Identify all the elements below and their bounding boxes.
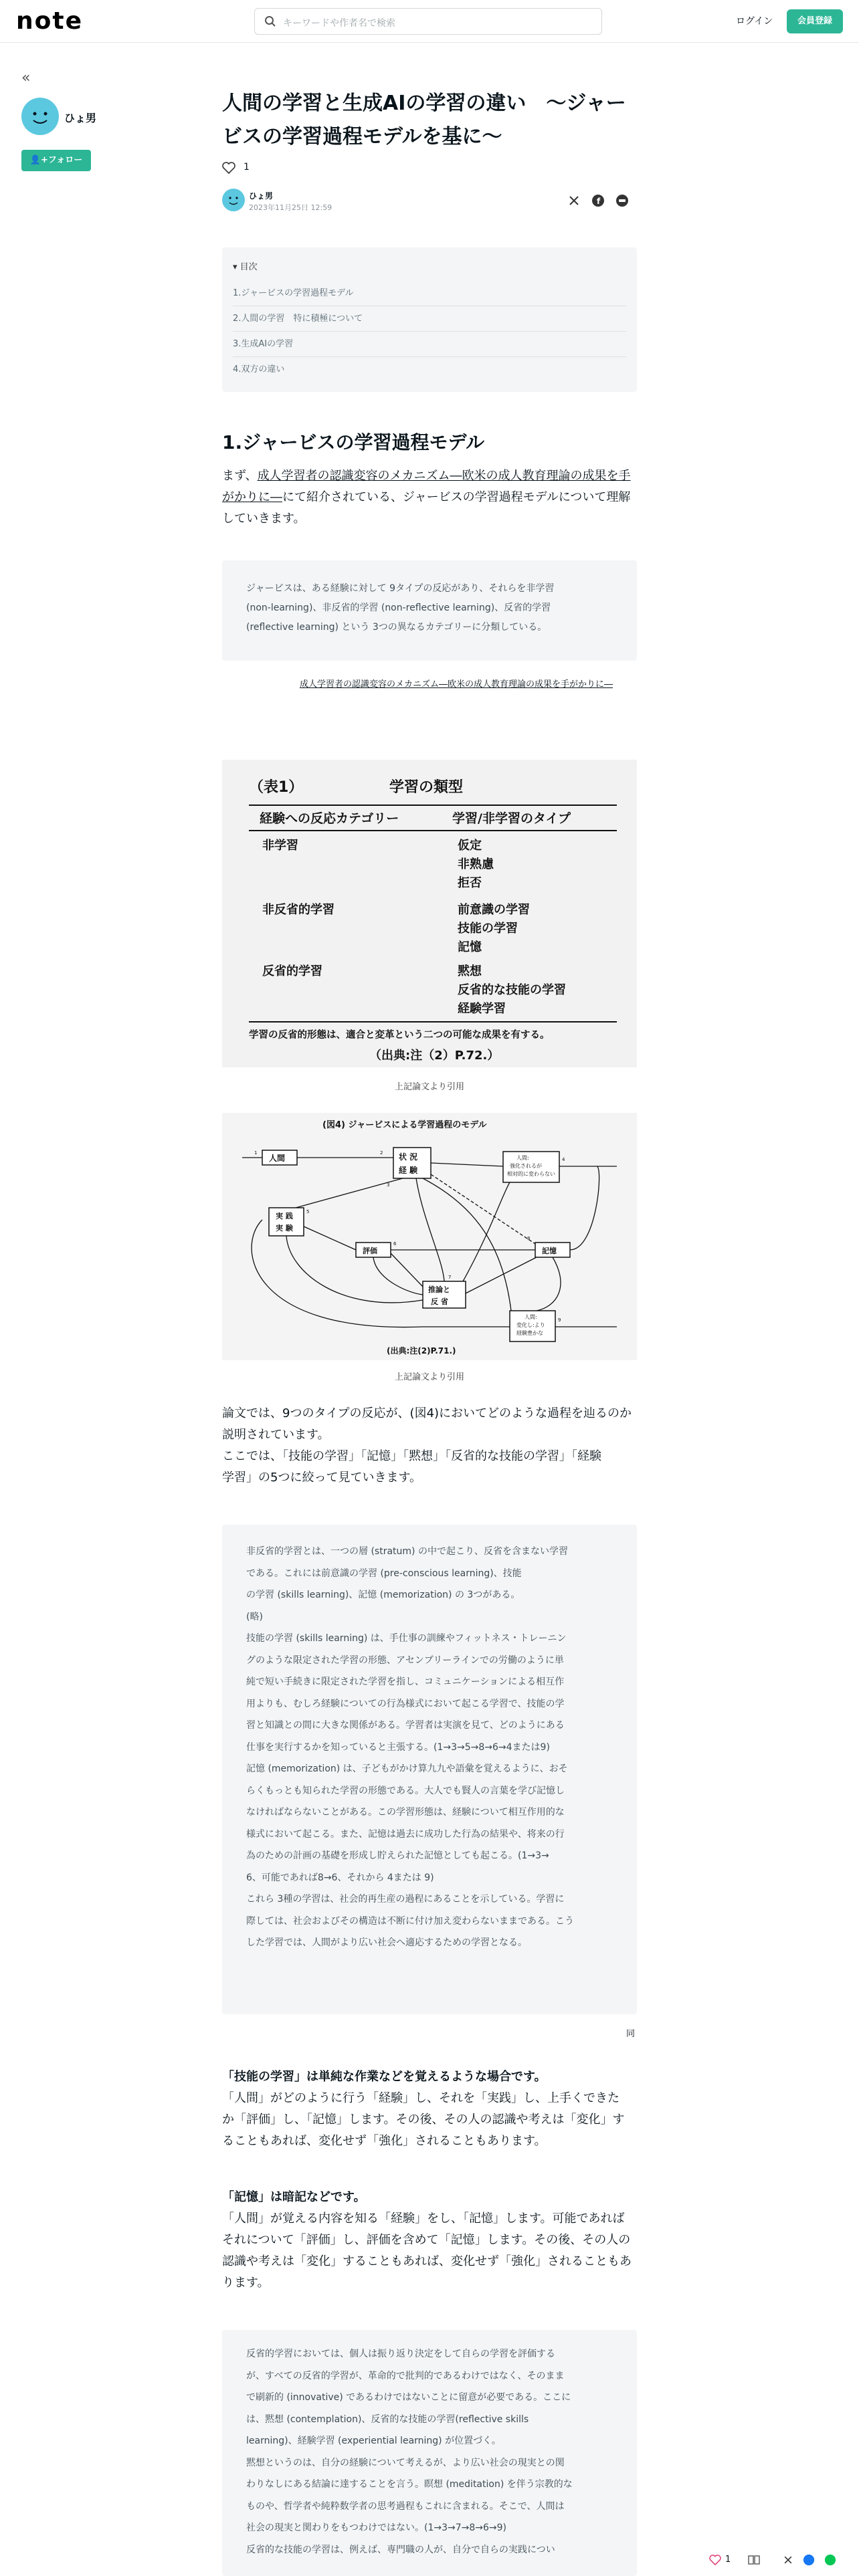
quote-citation: 同: [626, 2029, 636, 2039]
figure4-num: 8: [527, 1236, 531, 1241]
follow-button[interactable]: [21, 150, 91, 171]
collapse-sidebar-icon[interactable]: «: [21, 70, 31, 86]
node-evaluation: 評価: [363, 1247, 377, 1255]
table1-type: 反省的な技能の学習: [458, 983, 566, 997]
figure-caption: 上記論文より引用: [394, 1082, 464, 1092]
meta-avatar[interactable]: [222, 189, 245, 211]
node-reasoning: 推論と: [428, 1285, 450, 1294]
table1-type: 経験学習: [458, 1002, 506, 1016]
table1-source: （出典:注（2）P.72.）: [369, 1049, 500, 1063]
search-icon: [264, 15, 276, 27]
table1-image: [222, 760, 637, 1067]
meta-author-name[interactable]: ひょ男: [249, 191, 274, 201]
search-box[interactable]: [254, 8, 602, 35]
table-of-contents: [222, 247, 637, 392]
toc-item[interactable]: 4.双方の違い: [233, 364, 285, 374]
table1-type: 前意識の学習: [458, 903, 530, 917]
author-avatar[interactable]: [21, 98, 59, 135]
figure4-svg: [222, 1113, 637, 1360]
figure4-num: 3: [387, 1182, 390, 1188]
figure4-num: 4: [562, 1157, 565, 1162]
toc-heading[interactable]: ▾ 目次: [233, 262, 258, 272]
node-person: 人間: [269, 1154, 286, 1163]
blockquote: [222, 560, 637, 661]
like-count: 1: [244, 162, 250, 173]
like-count: 1: [725, 2555, 731, 2565]
facebook-share-icon[interactable]: [803, 2554, 815, 2566]
figure-caption: 上記論文より引用: [394, 1372, 464, 1382]
figure4-num: 6: [393, 1241, 397, 1247]
figure4-title: (図4) ジャービスによる学習過程のモデル: [322, 1120, 487, 1130]
figure4-num: 9: [558, 1317, 561, 1323]
note-logo[interactable]: note: [16, 7, 83, 35]
section-heading: 1.ジャービスの学習過程モデル: [222, 431, 485, 453]
toc-item[interactable]: 2.人間の学習 特に積極について: [233, 306, 626, 332]
login-link[interactable]: ログイン: [736, 16, 773, 27]
node-situation: 状 況: [399, 1152, 418, 1162]
node-unchanged: 強化されるが: [510, 1163, 542, 1169]
paragraph: 論文では、9つのタイプの反応が、(図4)においてどのような過程を辿るのか 説明されています。 ここでは、「技能の学習」「記憶」「黙想」「反省的な技能の学習」「経験 学習」の5つに絞って見ていきます。: [222, 1406, 632, 1485]
paper-link[interactable]: 成人学習者の認識変容のメカニズム―欧米の成人教育理論の成果を手がかりに―: [222, 469, 631, 504]
line-share-icon[interactable]: [615, 194, 629, 207]
table1-type: 技能の学習: [458, 922, 518, 936]
table1-type: 拒否: [458, 876, 482, 890]
table1-col1: 経験への反応カテゴリー: [260, 811, 399, 826]
quote-text: 非反省的学習とは、一つの層 (stratum) の中で起こり、反省を含まない学習 である。これには前意識の学習 (pre-conscious learning)、技能 の学習 (skills learning)、記憶 (memorization) の 3つがある。 (略) 技能の学習 (skills learning) は、手仕事の訓練やフィットネス・トレーニン グのような限定された学習の形態、アセンブリーラインでの労働のように単 純で短い手続きに限定された学習を指し、コミュニケーションによる相互作 用よりも、むしろ経験についての行為様式において起こる学習で、技能の学 習と知識との間に大きな関係がある。学習者は実演を見て、どのようにある 仕事を実行するかを知っていると主張する。(1→3→5→8→6→4または9) 記憶 (memorization) は、子どもがかけ算九九や語彙を覚えるように、おそ らくもっとも知られた学習の形態である。大人でも賢人の言葉を学び記憶し なければならないことがある。この学習形態は、経験について相互作用的な 様式において起こる。また、記憶は過去に成功した行為の結果や、将来の行 為のための計画の基礎を形成し貯えられた記憶としても起こる。(1→3→ 6、可能であれば8→6、それから 4または 9) これら 3種の学習は、社会的再生産の過程にあることを示している。学習に 際しては、社会およびその構造は不断に付け加え変わらないままである。こう した学習では、人間がより広い社会へ適応するための学習となる。: [246, 1546, 574, 1948]
line-share-icon[interactable]: [824, 2554, 836, 2566]
table1-type: 仮定: [458, 839, 482, 853]
figure4-num: 1: [254, 1150, 258, 1156]
search-placeholder: キーワードや作者名で検索: [283, 18, 395, 29]
node-unchanged: 相対的に変わらない: [507, 1171, 555, 1177]
table1-title: 学習の類型: [389, 779, 464, 796]
x-share-icon[interactable]: [567, 194, 581, 207]
table1-footer: 学習の反省的形態は、適合と変革という二つの可能な成果を有する。: [249, 1030, 550, 1041]
caret-down-icon: ▾: [233, 262, 240, 272]
figure4-num: 2: [380, 1150, 383, 1156]
quote-text: 反省的学習においては、個人は振り返り決定をして自らの学習を評価する が、すべての反省的学習が、革命的で批判的であるわけではなく、そのまま で刷新的 (innovative) であるわけではないことに留意が必要である。ここに は、黙想 (contemplation)、反省的な技能の学習(reflective skills learning)、経験学習 (experiential learning) が位置づく。 黙想というのは、自分の経験について考えるが、より広い社会の現実との関 わりなしにある結論に達することを言う。瞑想 (meditation) を伴う宗教的な ものや、哲学者や純粋数学者の思考過程もこれに含まれる。そこで、人間は 社会の現実と関わりをもつわけではない。(1→3→7→8→6→9) 反省的な技能の学習は、例えば、専門職の人が、自分で自らの実践につい: [246, 2349, 573, 2555]
figure4-num: 7: [448, 1275, 452, 1280]
node-experience: 経 験: [399, 1166, 418, 1175]
blockquote: [222, 1525, 637, 2014]
node-changed: 人間:: [524, 1314, 537, 1320]
user-plus-icon: 👤+: [29, 155, 48, 165]
table1-col2: 学習/非学習のタイプ: [452, 811, 571, 826]
article: [222, 87, 637, 154]
figure4-num: 5: [306, 1209, 310, 1214]
svg-text:f: f: [597, 197, 601, 206]
table1-cat: 非学習: [262, 839, 298, 853]
node-practice: 実 験: [276, 1224, 293, 1232]
facebook-share-icon[interactable]: [591, 194, 605, 207]
site-header: [0, 0, 859, 43]
table1-svg: [222, 760, 637, 1067]
table1-type: 非熟慮: [458, 857, 494, 871]
paragraph: 「技能の学習」は単純な作業などを覚えるような場合です。 「人間」がどのように行う「経験」し、それを「実践」し、上手くできた か「評価」し、「記憶」します。その後、その人の認識や考えは「変化」す ることもあれば、変化せず「強化」されることもあります。: [222, 2070, 625, 2148]
blockquote: [222, 2330, 637, 2576]
table1-cat: 反省的学習: [262, 964, 322, 978]
sidebar-author-name[interactable]: ひょ男: [64, 112, 97, 124]
node-reasoning: 反 省: [431, 1297, 448, 1306]
toc-item[interactable]: 3.生成AIの学習: [233, 332, 626, 357]
table1-type: 黙想: [458, 964, 482, 978]
table1-type: 記憶: [458, 940, 482, 954]
intro-paragraph: まず、成人学習者の認識変容のメカニズム―欧米の成人教育理論の成果を手がかりに―にて紹介されている、ジャービスの学習過程モデルについて理解していきます。: [222, 469, 631, 526]
node-memory: 記憶: [542, 1247, 557, 1255]
paragraph: 「記憶」は暗記などです。 「人間」が覚える内容を知る「経験」をし、「記憶」します。可能であれば それについて「評価」し、評価を含めて「記憶」します。その後、その人の 認識や考えは「変化」することもあれば、変化せず「強化」されることもあ ります。: [222, 2190, 632, 2290]
quote-text: ジャービスは、ある経験に対して 9タイプの反応があり、それらを非学習 (non-learning)、非反省的学習 (non-reflective learning)、反省的学習 (reflective learning) という 3つの異なるカテゴリーに分類している。: [246, 583, 555, 633]
figure4-image: [222, 1113, 637, 1360]
signup-button[interactable]: 会員登録: [787, 9, 843, 33]
node-changed: 変化し:より: [516, 1322, 545, 1328]
node-changed: 経験豊かな: [516, 1330, 543, 1336]
heart-icon[interactable]: [222, 162, 235, 174]
toc-item[interactable]: 1.ジャービスの学習過程モデル: [233, 281, 626, 306]
magazine-icon[interactable]: [748, 2555, 760, 2565]
follow-label: フォロー: [47, 155, 83, 165]
publish-date: 2023年11月25日 12:59: [249, 203, 332, 212]
x-share-icon[interactable]: [783, 2555, 793, 2565]
table1-label: （表1）: [249, 779, 304, 796]
node-unchanged: 人間:: [516, 1155, 529, 1161]
node-practice: 実 践: [276, 1212, 293, 1220]
table1-cat: 非反省的学習: [262, 903, 335, 917]
heart-icon[interactable]: [709, 2555, 721, 2565]
figure4-source: (出典:注(2)P.71.): [387, 1346, 456, 1356]
article-title: 人間の学習と生成AIの学習の違い ～ジャービスの学習過程モデルを基に～: [222, 92, 626, 148]
quote-citation-link[interactable]: 成人学習者の認識変容のメカニズム―欧米の成人教育理論の成果を手がかりに―: [300, 679, 613, 689]
